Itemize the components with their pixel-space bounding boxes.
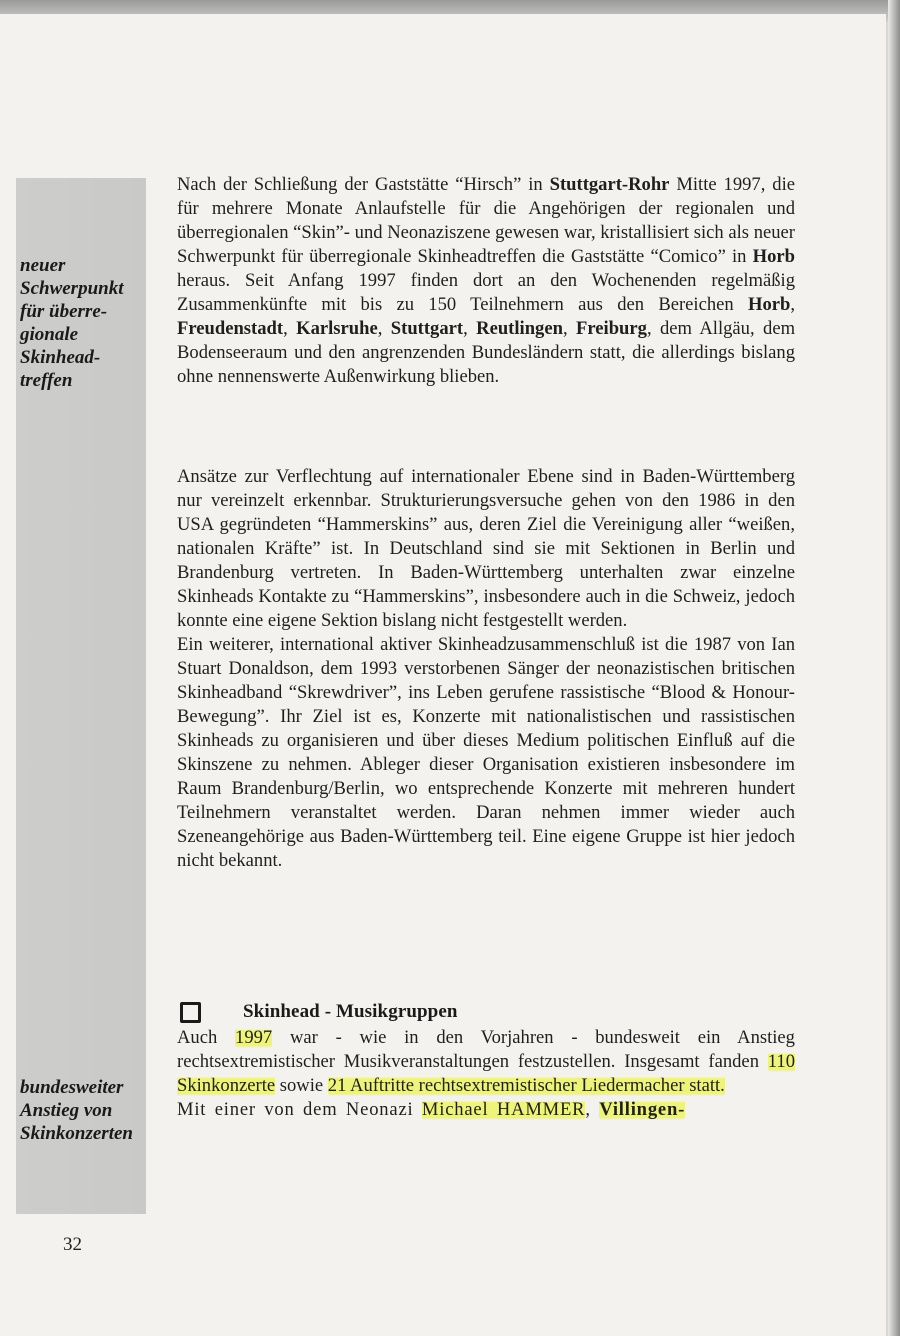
highlighted-text: 110 Skinkonzerte bbox=[177, 1051, 795, 1096]
margin-note-line: neuer bbox=[20, 255, 66, 276]
place-name: Horb bbox=[747, 294, 791, 315]
highlighted-text: 1997 bbox=[235, 1027, 273, 1048]
margin-note-line: Schwerpunkt bbox=[20, 278, 124, 299]
margin-note-skinkonzerte bbox=[20, 1076, 148, 1145]
section-heading-title: Skinhead - Musikgruppen bbox=[243, 1001, 458, 1022]
margin-note-line: Skinhead- bbox=[20, 347, 101, 368]
margin-note-line: treffen bbox=[20, 370, 73, 391]
place-name: Freudenstadt bbox=[177, 318, 284, 339]
margin-note-skinhead-treffen bbox=[20, 254, 148, 392]
paragraph-blood-and-honour: Ein weiterer, international aktiver Skinheadzusammenschluß ist die 1987 von Ian Stuart Donaldson, dem 1993 verstorbenen Sänger der neonazistischen britischen Skinheadband “Skrewdriver”, ins Leben gerufene rassistische “Blood & Honour-Bewegung”. Ihr Ziel ist es, Konzerte mit nationalistischen und rassistischen Skinheads zu organisieren und über dieses Medium politischen Einfluß auf die Skinszene zu nehmen. Ableger dieser Organisation existieren insbesondere im Raum Brandenburg/Berlin, wo entsprechende Konzerte mit mehreren hundert Teilnehmern veranstaltet werden. Daran nehmen immer wieder auch Szeneangehörige aus Baden-Württemberg teil. Eine eigene Gruppe ist hier jedoch nicht bekannt. bbox=[177, 634, 795, 871]
highlighted-text: 21 Auftritte rechtsextremistischer Liedermacher statt. bbox=[327, 1075, 725, 1096]
paragraph-skinhead-meetings: Nach der Schließung der Gaststätte “Hirsch” in Stuttgart-Rohr Mitte 1997, die für mehrere Monate Anlaufstelle für die Angehörigen der regionalen und überregionalen “Skin”- und Neonaziszene gewesen war, kristallisiert sich als neuer Schwerpunkt für überregionale Skinheadtreffen die Gaststätte “Comico” in Horb heraus. Seit Anfang 1997 finden dort an den Wochenenden regelmäßig Zusammenkünfte mit bis zu 150 Teilnehmern aus den Bereichen Horb, Freudenstadt, Karlsruhe, Stuttgart, Reutlingen, Freiburg, dem Allgäu, dem Bodenseeraum und den angrenzenden Bundesländern statt, die allerdings bislang ohne nennenswerte Außenwirkung blieben. bbox=[177, 174, 796, 387]
place-name: Horb bbox=[752, 246, 795, 267]
paragraph-international-networks bbox=[177, 465, 795, 873]
margin-note-line: Anstieg von bbox=[20, 1100, 113, 1121]
margin-note-line: bundesweiter bbox=[20, 1077, 124, 1098]
highlighted-place-name: Villingen- bbox=[599, 1099, 686, 1120]
paragraph-music-events: Auch 1997 war - wie in den Vorjahren - bundesweit ein Anstieg rechtsextremistischer Musikveranstaltungen festzustellen. Insgesamt fanden 110 Skinkonzerte sowie 21 Auftritte rechtsextremistischer Liedermacher statt. Mit einer von dem Neonazi Michael HAMMER, Villingen- bbox=[177, 1027, 795, 1120]
highlighted-text: Michael HAMMER bbox=[421, 1099, 586, 1120]
place-name: Stuttgart-Rohr bbox=[549, 174, 670, 195]
place-name: Karlsruhe bbox=[296, 318, 378, 339]
checkbox-icon bbox=[180, 1002, 201, 1023]
margin-note-line: für überre- bbox=[20, 301, 108, 322]
margin-note-line: gionale bbox=[20, 324, 79, 345]
margin-note-line: Skinkonzerten bbox=[20, 1123, 133, 1144]
scan-edge-right bbox=[888, 0, 900, 1336]
place-name: Freiburg bbox=[576, 318, 647, 339]
section-heading bbox=[180, 999, 458, 1025]
place-name: Stuttgart bbox=[390, 318, 464, 339]
paragraph-hammerskins: Ansätze zur Verflechtung auf internationaler Ebene sind in Baden-Württemberg nur vereinzelt erkennbar. Strukturierungsversuche gehen von den 1986 in den USA gegründeten “Hammerskins” aus, deren Ziel die Vereinigung aller “weißen, nationalen Kräfte” ist. In Deutschland sind sie mit Sektionen in Berlin und Brandenburg vertreten. In Baden-Württemberg unterhalten zwar einzelne Skinheads Kontakte zu “Hammerskins”, insbesondere auch in die Schweiz, jedoch konnte eine eigene Sektion bislang nicht festgestellt werden. bbox=[177, 466, 795, 631]
place-name: Reutlingen bbox=[476, 318, 563, 339]
page-number: 32 bbox=[63, 1234, 82, 1255]
